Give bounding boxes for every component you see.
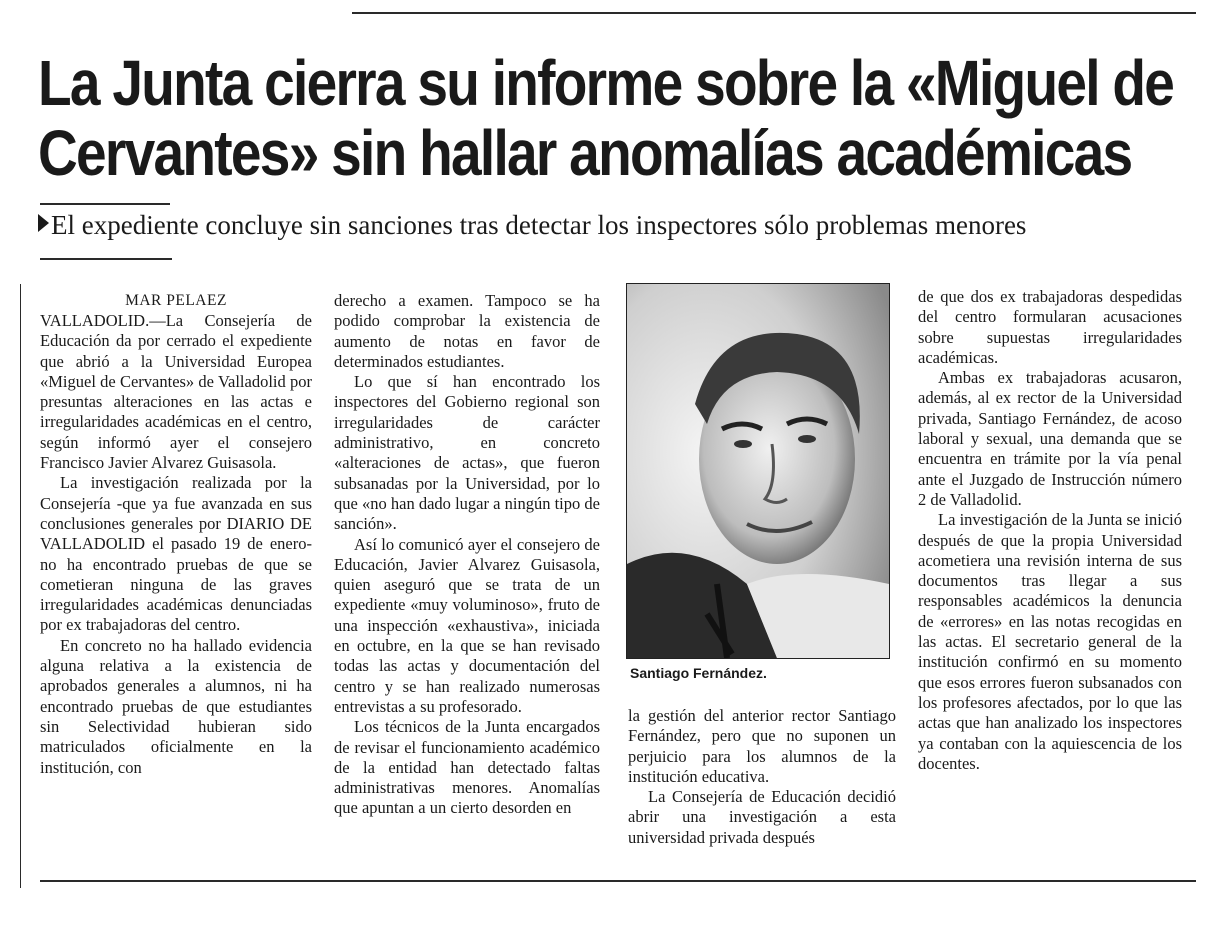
col1-paragraph-2: La investigación realizada por la Consejería -que ya fue avanzada en sus conclusiones generales por DIARIO DE VALLADOLID el pasado 19 de enero- no ha encontrado pruebas de que se cometieran ninguna de las graves irregularidades académicas denunciadas por ex trabajadoras del centro. <box>40 473 312 635</box>
headline-underline <box>40 203 170 205</box>
left-margin-rule <box>20 284 21 888</box>
bottom-rule <box>40 880 1196 882</box>
subheadline-text: El expediente concluye sin sanciones tras detectar los inspectores sólo problemas menores <box>51 210 1027 240</box>
col4-paragraph-1: de que dos ex trabajadoras despedidas del centro formularan acusaciones sobre supuestas irregularidades académicas. <box>918 287 1182 367</box>
byline: MAR PELAEZ <box>125 292 227 309</box>
col4-paragraph-3: La investigación de la Junta se inició después de que la propia Universidad acometiera una revisión interna de sus documentos tras llegar a sus responsables académicos la denuncia de «errores» en las notas recogidas en las actas. El secretario general de la institución confirmó en su momento que esos errores fueron subsanados con los profesores afectados, por lo que las actas que han analizado los inspectores ya contaban con la aquiescencia de los docentes. <box>918 510 1182 773</box>
subhead-underline <box>40 258 172 260</box>
headline-line-1: La Junta cierra su informe sobre la «Miguel de <box>38 47 1174 119</box>
col2-paragraph-3: Así lo comunicó ayer el consejero de Educación, Javier Alvarez Guisasola, quien aseguró que se trata de un expediente «muy voluminoso», fruto de una inspección «exhaustiva», iniciada en octubre, en la que se han revisado todas las actas y documentación del centro y se han realizado numerosas entrevistas a su profesorado. <box>334 534 600 716</box>
column-2 <box>334 291 600 819</box>
subheadline <box>38 208 1026 242</box>
top-rule <box>352 12 1196 14</box>
column-4 <box>918 287 1182 774</box>
portrait-image <box>627 284 889 658</box>
headline-line-2: Cervantes» sin hallar anomalías académicas <box>38 117 1132 189</box>
col3-paragraph-2: La Consejería de Educación decidió abrir una investigación a esta universidad privada después <box>628 787 896 847</box>
col2-paragraph-1: derecho a examen. Tampoco se ha podido comprobar la existencia de aumento de notas en favor de determinados estudiantes. <box>334 291 600 371</box>
photo-caption: Santiago Fernández. <box>630 665 767 681</box>
col1-paragraph-1: VALLADOLID.—La Consejería de Educación da por cerrado el expediente que abrió a la Universidad Europea «Miguel de Cervantes» de Valladolid por presuntas alteraciones en las actas e irregularidades académicas en el centro, según informó ayer el consejero Francisco Javier Alvarez Guisasola. <box>40 311 312 473</box>
headline <box>38 47 1174 189</box>
portrait-photo <box>626 283 890 659</box>
column-1 <box>40 291 312 778</box>
column-3 <box>628 706 896 848</box>
col3-paragraph-1: la gestión del anterior rector Santiago Fernández, pero que no suponen un perjuicio para los alumnos de la institución educativa. <box>628 706 896 786</box>
col2-paragraph-2: Lo que sí han encontrado los inspectores del Gobierno regional son irregularidades de carácter administrativo, en concreto «alteraciones de actas», que fueron subsanadas por la Universidad, por lo que «no han dado lugar a ningún tipo de sanción». <box>334 372 600 534</box>
col4-paragraph-2: Ambas ex trabajadoras acusaron, además, al ex rector de la Universidad privada, Santiago Fernández, de acoso laboral y sexual, una demanda que se encuentra en trámite por la vía penal ante el Juzgado de Instrucción número 2 de Valladolid. <box>918 368 1182 509</box>
col2-paragraph-4: Los técnicos de la Junta encargados de revisar el funcionamiento académico de la entidad han detectado faltas administrativas menores. Anomalías que apuntan a un cierto desorden en <box>334 717 600 818</box>
triangle-bullet-icon <box>38 214 49 232</box>
col1-paragraph-3: En concreto no ha hallado evidencia alguna relativa a la existencia de aprobados generales a alumnos, ni ha encontrado pruebas de que estudiantes sin Selectividad hubieran sido matriculados oficialmente en la institución, con <box>40 635 312 777</box>
